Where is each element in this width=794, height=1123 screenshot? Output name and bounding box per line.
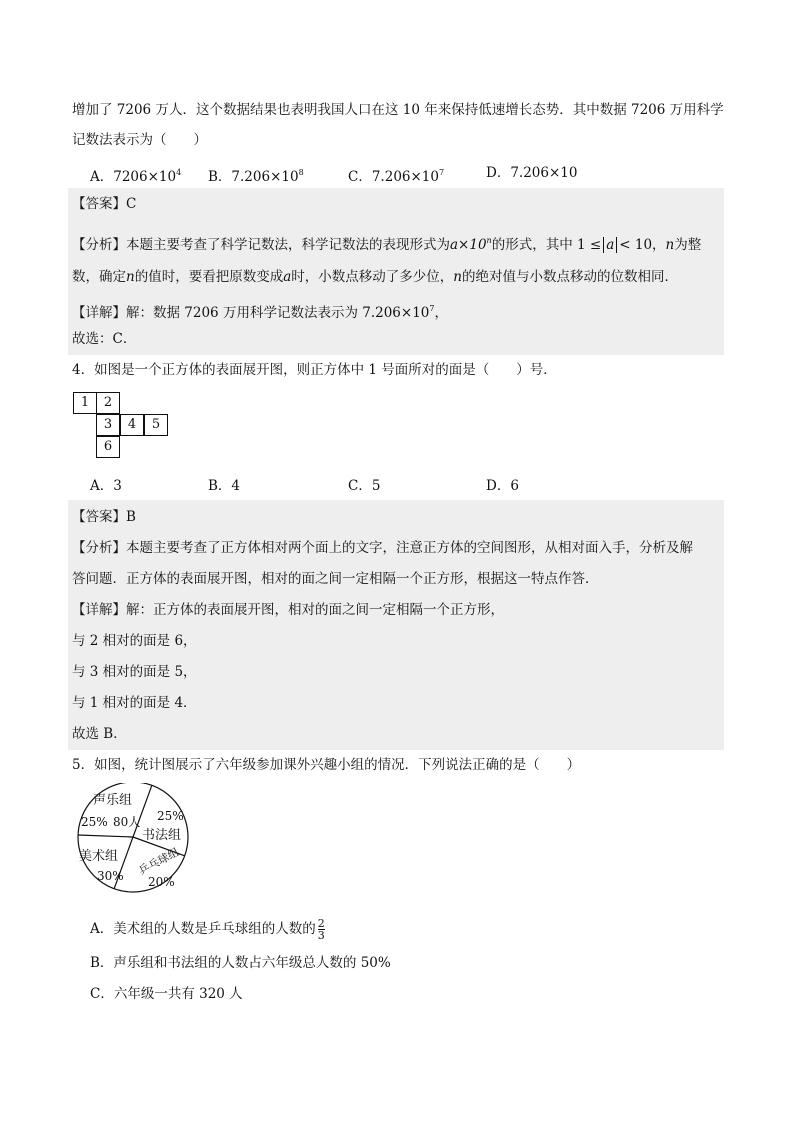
- q4-detail-line4: 与 1 相对的面是 4．: [72, 695, 197, 711]
- pie-label-pingpong-percent: 20%: [148, 875, 175, 889]
- pie-label-voice-name: 声乐组: [93, 793, 133, 808]
- q4-stem: 4．如图是一个正方体的表面展开图，则正方体中 1 号面所对的面是（ ）号．: [72, 362, 557, 378]
- net-face-3: 3: [96, 414, 120, 436]
- q4-detail-line3: 与 3 相对的面是 5，: [72, 664, 197, 680]
- q3-analysis-line2: 数，确定n的值时，要看把原数变成a时，小数点移动了多少位，n的绝对值与小数点移动的位数相同．: [72, 269, 678, 285]
- pie-slice-boundary-4: [78, 835, 133, 837]
- q5-option-a[interactable]: A．美术组的人数是乒乓球组的人数的 $\frac{2}{3}$: [90, 917, 325, 942]
- q5-option-c[interactable]: C．六年级一共有 320 人: [90, 986, 243, 1002]
- q4-conclusion: 故选 B．: [72, 726, 127, 742]
- q4-analysis-line1: 【分析】本题主要考查了正方体相对两个面上的文字，注意正方体的空间图形，从相对面入手，分析及解: [72, 540, 693, 556]
- q3-answer: 【答案】C: [72, 196, 137, 212]
- q4-option-c[interactable]: C．5: [348, 478, 381, 494]
- pie-label-calligraphy-percent: 25%: [157, 809, 184, 823]
- pie-label-art-percent: 30%: [97, 869, 124, 883]
- q4-detail-line1: 【详解】解：正方体的表面展开图，相对的面之间一定相隔一个正方形，: [72, 602, 504, 618]
- q3-stem-line2: 记数法表示为（ ）: [72, 132, 207, 148]
- pie-label-calligraphy-name: 书法组: [142, 828, 182, 843]
- q3-option-b[interactable]: B．$7.206\times 10^8$: [208, 168, 304, 185]
- q3-detail: 【详解】解：数据 7206 万用科学记数法表示为 $7.206\times 10^7$，: [72, 304, 448, 321]
- q4-solution-box: [68, 500, 724, 750]
- q4-option-b[interactable]: B．4: [208, 478, 241, 494]
- interest-group-pie-chart: [69, 783, 199, 893]
- net-face-5: 5: [144, 414, 168, 436]
- pie-label-art-name: 美术组: [79, 849, 119, 864]
- q3-conclusion: 故选：C．: [72, 331, 137, 347]
- q4-detail-line2: 与 2 相对的面是 6，: [72, 633, 197, 649]
- q5-option-b[interactable]: B．声乐组和书法组的人数占六年级总人数的 50%: [90, 955, 391, 971]
- pie-label-pingpong-name: 乒乓球组: [136, 845, 182, 878]
- q3-option-d[interactable]: D．7.206×10: [486, 165, 578, 181]
- q4-option-d[interactable]: D．6: [486, 478, 519, 494]
- q3-stem-line1: 增加了 7206 万人．这个数据结果也表明我国人口在这 10 年来保持低速增长态势．其中数据 7206 万用科学: [72, 102, 724, 118]
- pie-label-voice-extra: 80人: [113, 815, 141, 829]
- q3-option-c[interactable]: C．$7.206\times 10^7$: [348, 168, 445, 185]
- net-face-4: 4: [120, 414, 144, 436]
- q4-answer: 【答案】B: [72, 509, 136, 525]
- fraction-two-thirds: $\frac{2}{3}$: [317, 917, 325, 942]
- q4-analysis-line2: 答问题．正方体的表面展开图，相对的面之间一定相隔一个正方形，根据这一特点作答．: [72, 571, 599, 587]
- net-face-1: 1: [73, 392, 97, 414]
- q4-option-a[interactable]: A．3: [90, 478, 122, 494]
- pie-label-voice-percent: 25%: [81, 815, 108, 829]
- q5-stem: 5．如图，统计图展示了六年级参加课外兴趣小组的情况．下列说法正确的是（ ）: [72, 757, 581, 773]
- net-face-6: 6: [96, 436, 120, 458]
- q3-analysis-line1: 【分析】本题主要考查了科学记数法，科学记数法的表现形式为$a\times 10^n$的形式，其中 1 ≤ a < 10，n为整: [72, 236, 702, 253]
- q3-option-a[interactable]: A．$7206\times 10^4$: [90, 168, 182, 185]
- net-face-2: 2: [96, 392, 120, 414]
